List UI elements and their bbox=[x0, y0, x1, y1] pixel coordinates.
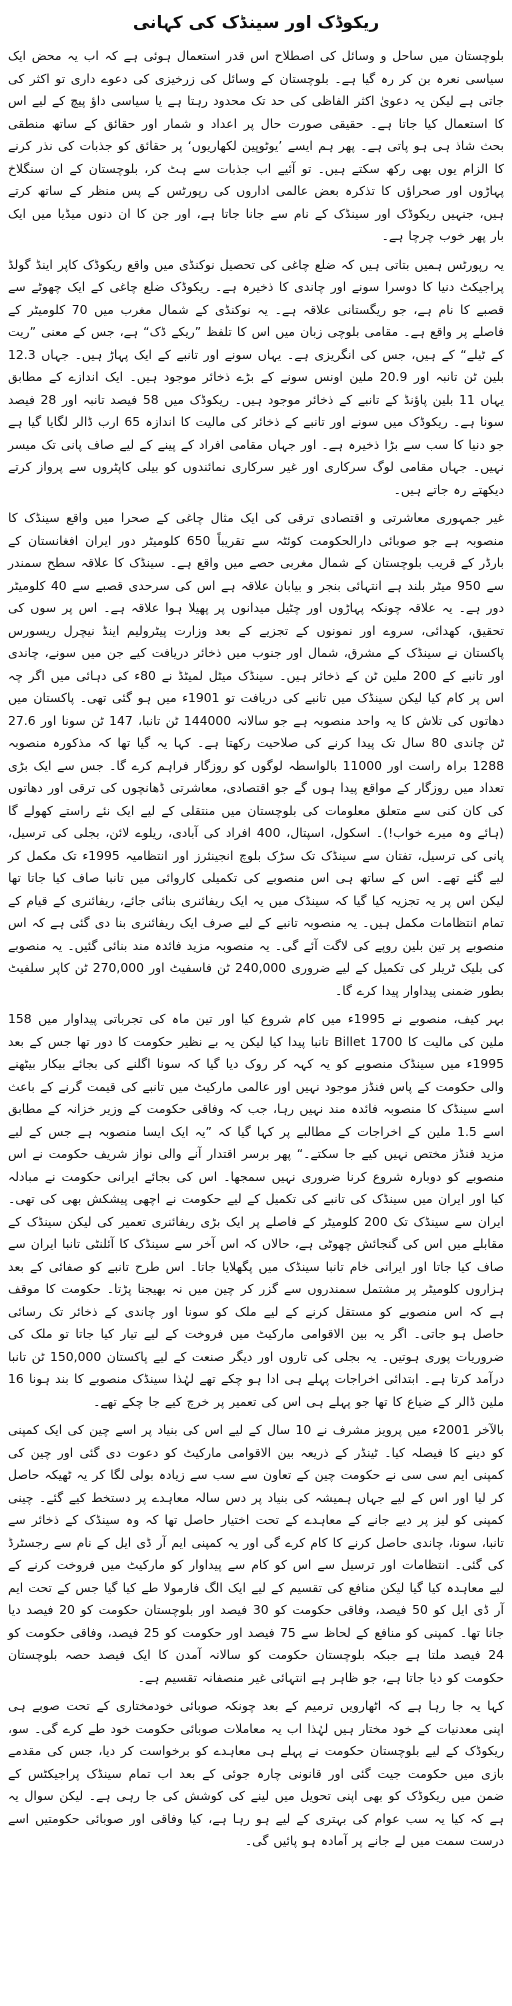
article-title: ریکوڈک اور سینڈک کی کہانی bbox=[132, 13, 380, 33]
article-paragraph-1: بلوچستان میں ساحل و وسائل کی اصطلاح اس قدر استعمال ہوئی ہے کہ اب یہ محض ایک سیاسی نعرہ بن کر رہ گیا ہے۔ بلوچستان کے وسائل کی زرخیزی کی دعوے داری تو اکثر کی جاتی ہے لیکن یہ دعویٰ اکثر الفاظی کی حد تک محدود رہتا ہے یا سیاسی داؤ پیچ کے لیے اس کا استعمال کیا جاتا ہے۔ حقیقی صورت حال پر اعداد و شمار اور حقائق کے ساتھ منطقی بحث شاذ ہی ہو پاتی ہے۔ پھر ہم ایسے ’یوٹوپین لکھاریوں‘ پر حقائق کو جذبات کی نذر کرنے کا الزام یوں بھی رکھ سکتے ہیں۔ تو آئیے اب جذبات سے ہٹ کر، بلوچستان کے ان سنگلاخ پہاڑوں اور صحراؤں کا تذکرہ بعض عالمی اداروں کی رپورٹس کے پس منظر کے ساتھ کرتے ہیں، جنہیں ریکوڈک اور سینڈک کے نام سے جانا جاتا ہے، اور جن کا ان دنوں میڈیا میں ایک بار پھر خوب چرچا ہے۔ bbox=[8, 48, 504, 243]
article-paragraph-3: غیر جمہوری معاشرتی و اقتصادی ترقی کی ایک مثال چاغی کے صحرا میں واقع سینڈک کا منصوبہ ہے جو صوبائی دارالحکومت کوئٹہ سے تقریباً 650 کلومیٹر دور ایران افغانستان کے بارڈر کے قریب بلوچستان کے شمال مغربی حصے میں واقع ہے۔ سینڈک کا علاقہ سطح سمندر سے 950 میٹر بلند ہے انتہائی بنجر و بیابان علاقہ ہے اس کی سرحدی قصبے سے 40 کلومیٹر دور ہے۔ یہ علاقہ چونکہ پہاڑوں اور چٹیل میدانوں پر پھیلا ہوا علاقہ ہے۔ اس پر سوں کی تحقیق، کھدائی، سروے اور نمونوں کے تجزیے کے بعد وزارت پیٹرولیم اینڈ نیچرل ریسورس پاکستان نے سینڈک کے مشرق، شمال اور جنوب میں ذخائر دریافت کیے جن میں سونے، چاندی اور تانبے کے 200 ملین ٹن کے ذخائر ہیں۔ سینڈک میٹل لمیٹڈ نے 80ء کی دہائی میں اگر چہ اس پر کام کیا لیکن سینڈک میں تانبے کی دریافت تو 1901ء میں ہو گئی تھی۔ پاکستان میں دھاتوں کی تلاش کا یہ واحد منصوبہ ہے جو سالانہ 144000 ٹن تانبا، 147 ٹن سونا اور 27.6 ٹن چاندی 80 سال تک پیدا کرنے کی صلاحیت رکھتا ہے۔ کہا یہ گیا تھا کہ مذکورہ منصوبہ 1288 براہ راست اور 11000 بالواسطہ لوگوں کو روزگار فراہم کرے گا۔ جس سے ایک بڑی تعداد میں روزگار کے مواقع پیدا ہوں گے جو اقتصادی، معاشرتی ڈھانچوں کی ترقی اور دھاتوں کی کان کنی سے متعلق معلومات کی بلوچستان میں منتقلی کے لیے ایک نئے راستے کھولے گا (ہائے وہ میرے خواب!)۔ اسکول، اسپتال، 400 افراد کی آبادی، ریلوے لائن، بجلی کی ترسیل، پانی کی ترسیل، تفتان سے سینڈک تک سڑک بلوچ انجینئرز اور انتظامیہ 1995ء تک مکمل کر لیے گئے تھے۔ اس کے ساتھ ہی اس منصوبے کی تکمیلی کاروائی میں تانبا صاف کیا جاتا تھا لیکن اس پر یہ تجزیہ کیا گیا کہ سینڈک میں یہ ایک ریفائنری بنائی جائے، ریفائنری کے قیام کے تمام انتظامات مکمل ہیں۔ یہ منصوبہ تانبے کے لیے صرف ایک ریفائنری بنا دی گئی ہے کہ اس منصوبے پر تین بلین روپے کی لاگت آئے گی۔ یہ منصوبہ مزید فائدہ مند بنائی گئیں۔ یہ منصوبے کی بلیک ٹریلر کی تکمیل کے لیے ضروری 240,000 ٹن فاسفیٹ اور 270,000 ٹن کاپر سلفیٹ بطور ضمنی پیداوار پیدا کرے گا۔ bbox=[8, 510, 505, 998]
article-paragraph-5: بالآخر 2001ء میں پرویز مشرف نے 10 سال کے لیے اس کی بنیاد پر اسے چین کی ایک کمپنی کو دینے کا فیصلہ کیا۔ ٹینڈر کے ذریعہ بین الاقوامی مارکیٹ کو دعوت دی گئی اور چین کی کمپنی ایم سی سی نے حکومت چین کے تعاون سے سب سے زیادہ بولی لگا کر یہ ٹھیکہ حاصل کر لیا اور اس کے لیے جہاں ہمیشہ کی بنیاد پر دس سالہ معاہدے پر دستخط کیے گئے۔ چینی کمپنی کو لیز پر دیے جانے کے معاہدے کے تحت اختیار حاصل تھا کہ وہ سینڈک کے ذخائر سے تانبا، سونا، چاندی حاصل کرنے کا کام کرے گی اور یہ کمپنی ایم آر ڈی ایل کے نام سے رجسٹرڈ کی گئی۔ انتظامات اور ترسیل سے اس کو کام سے پیداوار کو مارکیٹ میں فروخت کرنے کے لیے معاہدہ کیا گیا لیکن منافع کی تقسیم کے لیے ایک الگ فارمولا طے کیا گیا جس کے تحت ایم آر ڈی ایل کو 50 فیصد، وفاقی حکومت کو 30 فیصد اور بلوچستان حکومت کو 20 فیصد دیا جانا تھا۔ کمپنی کو منافع کے لحاظ سے 75 فیصد اور حکومت کو 25 فیصد، وفاقی حکومت کو 24 فیصد ملتا ہے جبکہ بلوچستان حکومت کو سالانہ آمدن کا ایک فیصد حصہ بلوچستان حکومت کو دیا جاتا ہے، جو ظاہر ہے انتہائی غیر منصفانہ تقسیم ہے۔ bbox=[8, 1422, 504, 1685]
article-paragraph-2: یہ رپورٹس ہمیں بتاتی ہیں کہ ضلع چاغی کی تحصیل نوکنڈی میں واقع ریکوڈک کاپر اینڈ گولڈ پراجیکٹ دنیا کا دوسرا سونے اور چاندی کا ذخیرہ ہے۔ ریکوڈک ضلع چاغی کے ایک چھوٹے سے قصبے کا نام ہے، جو ریگستانی علاقہ ہے۔ یہ نوکنڈی کے شمال مغرب میں 70 کلومیٹر کے فاصلے پر واقع ہے۔ مقامی بلوچی زبان میں اس کا تلفظ ”ریکے ڈک“ ہے، جس کے معنی ”ریت کے ٹیلے“ کے ہیں، جس کی انگریزی ہے۔ یہاں سونے اور تانبے کے ایک پہاڑ ہیں۔ جہاں 12.3 بلین ٹن تانبہ اور 20.9 ملین اونس سونے کے بڑے ذخائر موجود ہیں۔ ایک اندازے کے مطابق یہاں 11 بلین پاؤنڈ کے تانبے کے ذخائر موجود ہیں۔ ریکوڈک میں 58 فیصد تانبہ اور 28 فیصد سونا ہے۔ ریکوڈک میں سونے اور تانبے کے ذخائر کی مالیت کا اندازہ 65 ارب ڈالر لگایا گیا ہے جو دنیا کا سب سے بڑا ذخیرہ ہے۔ اور جہاں مقامی افراد کے پینے کے لیے صاف پانی تک میسر نہیں۔ جہاں مقامی لوگ سرکاری اور غیر سرکاری نمائندوں کو بیلی کاپٹروں سے پرواز کرتے دیکھتے رہ جاتے ہیں۔ bbox=[8, 256, 504, 497]
article-paragraph-6: کہا یہ جا رہا ہے کہ اٹھارویں ترمیم کے بعد چونکہ صوبائی خودمختاری کے تحت صوبے ہی اپنی معدنیات کے خود مختار ہیں لہٰذا اب یہ معاملات صوبائی حکومت خود طے کرے گی۔ سو، ریکوڈک کے لیے بلوچستان حکومت نے پہلے ہی معاہدے کو برخواست کر دیا، جس کی مقدمے بازی میں حکومت جیت گئی اور قانونی چارہ جوئی کے بعد اب تمام سینڈک پراجیکٹس کے ضمن میں ریکوڈک کو بھی اپنی تحویل میں لینے کی کوشش کی جا رہی ہے۔ لیکن سوال یہ ہے کہ کیا یہ سب عوام کی بہتری کے لیے ہو رہا ہے، کیا وفاقی اور صوبائی حکومتیں اسے درست سمت میں لے جانے پر آمادہ ہو پائیں گی۔ bbox=[8, 1698, 504, 1848]
article-paragraph-4: بہر کیف، منصوبے نے 1995ء میں کام شروع کیا اور تین ماہ کی تجرباتی پیداوار میں 158 ملین کی مالیت کا 1700 Billet تانبا پیدا کیا لیکن یہ بے نظیر حکومت کا دور تھا جس کے بعد 1995ء میں سینڈک منصوبے کو یہ کہہ کر روک دیا گیا کہ سونا اگلنے کی بجائے بیکار بیٹھنے والی حکومت کے پاس فنڈز موجود نہیں اور عالمی مارکیٹ میں تانبے کی قیمت گرنے کے باعث اسے سینڈک کا منصوبہ فائدہ مند نہیں رہا، جب کہ وفاقی حکومت کے وزیر خزانہ کے مطابق اسے 1.5 ملین کے اخراجات کے مطالبے پر کہا گیا کہ ”یہ ایک ایسا منصوبہ ہے جس کے لیے مزید فنڈز مختص نہیں کیے جا سکتے۔“ پھر برسر اقتدار آنے والی نواز شریف حکومت نے اس منصوبے کو دوبارہ شروع کرنا ضروری نہیں سمجھا۔ اس کی بجائے ایرانی حکومت نے مبادلہ کیا اور ایران میں سینڈک کی تانبے کی تکمیل کے لیے حکومت نے اچھی پیشکش بھی کی تھی۔ ایران سے سینڈک تک 200 کلومیٹر کے فاصلے پر ایک بڑی ریفائنری تعمیر کی لیکن سینڈک کے مقابلے میں اس کی گنجائش چھوٹی ہے، حالاں کہ اس آخر سے سینڈک کا آئلنٹی تانبا ایران سے صاف کیا جاتا اور ایرانی خام تانبا سینڈک میں پگھلایا جاتا۔ اس طرح تانبے کو صفائی کے بعد ہزاروں کلومیٹر پر مشتمل سمندروں سے گزر کر چین میں نہ بھیجنا پڑتا۔ حکومت کا موقف ہے کہ اس منصوبے کو مستقل کرنے کے لیے ملک کو سونا اور چاندی کے ذخائر تک رسائی حاصل ہو جاتی۔ اگر یہ بین الاقوامی مارکیٹ میں فروخت کے لیے تیار کیا جاتا تو ملک کی ضروریات پوری ہوتیں۔ یہ بجلی کی تاروں اور دیگر صنعت کے لیے پاکستان 150,000 ٹن تانبا درآمد کرتا ہے۔ ابتدائی اخراجات پہلے ہی ادا ہو چکے تھے لہٰذا سینڈک منصوبے کا بند ہونا 16 ملین ڈالر کے ضیاع کا تھا جو پہلے ہی اس کی تعمیر پر خرچ کیے جا چکے تھے۔ bbox=[8, 1011, 504, 1409]
